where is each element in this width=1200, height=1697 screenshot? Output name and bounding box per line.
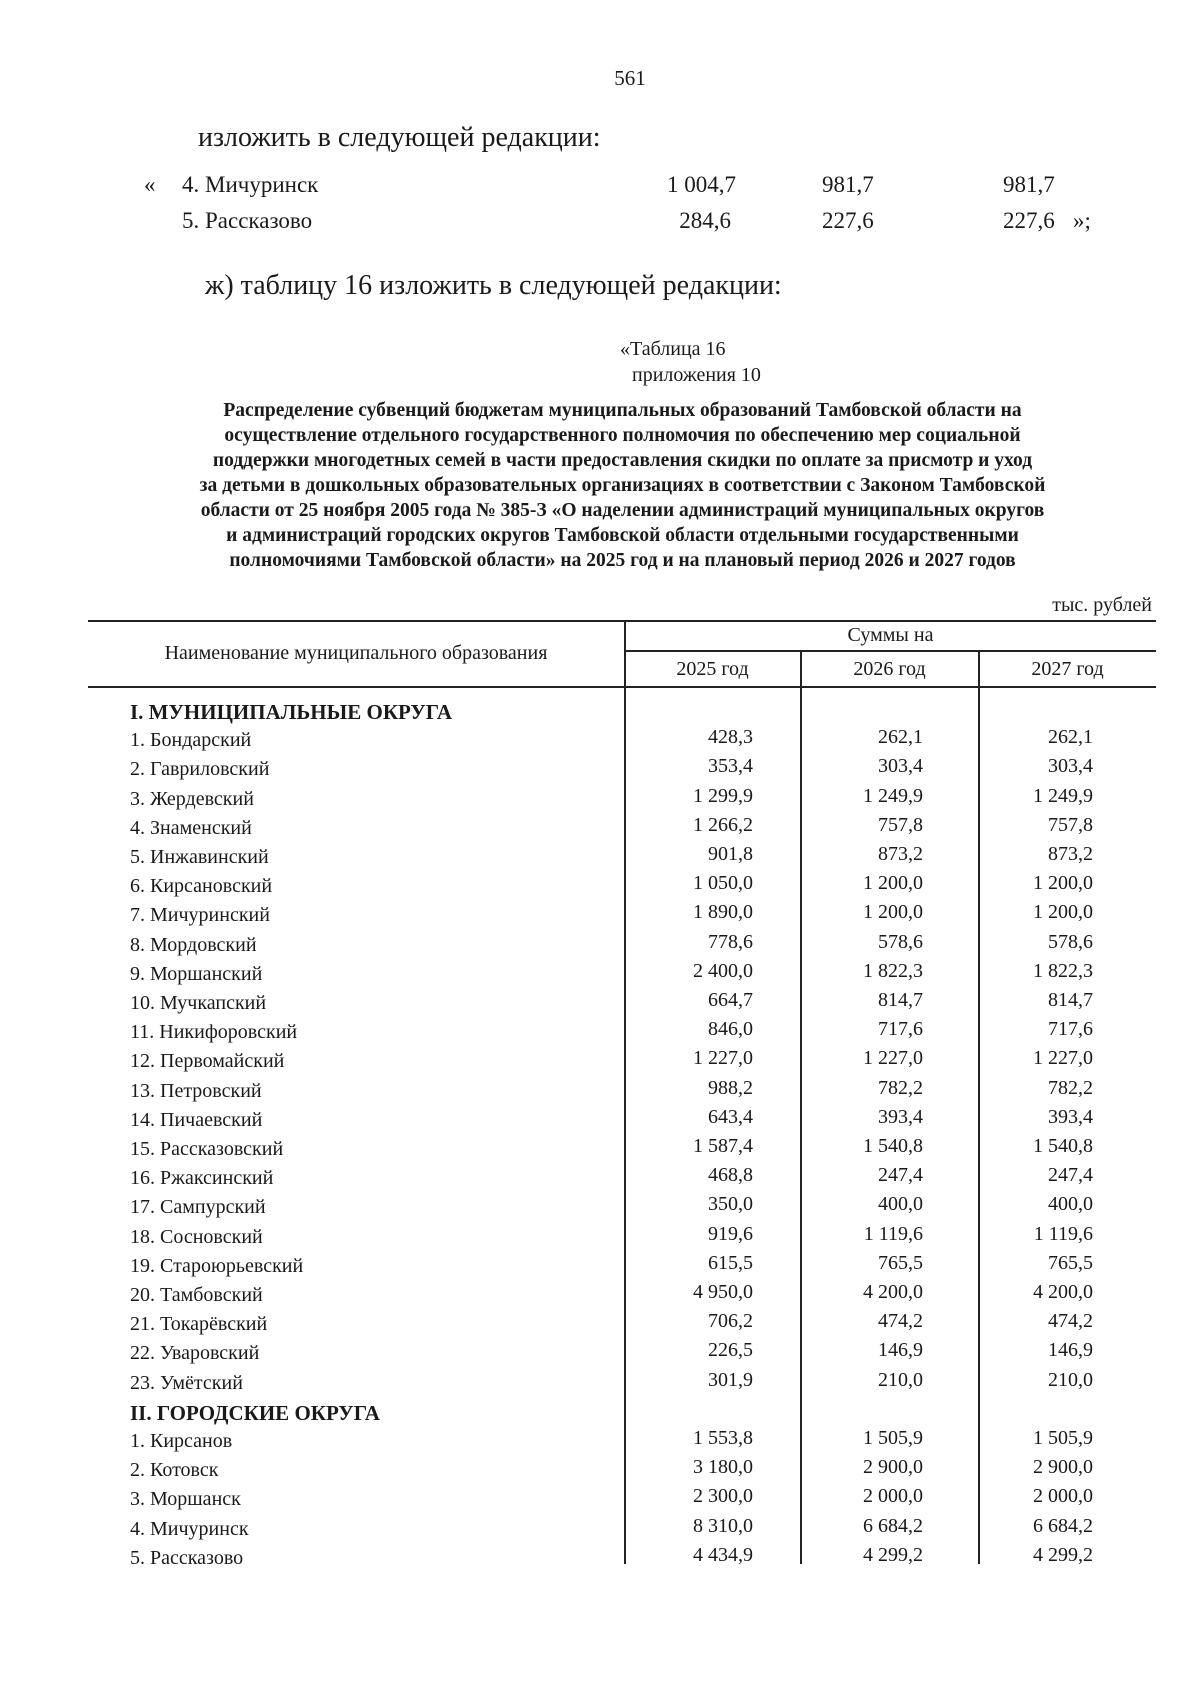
- value-2027: 1 200,0: [1033, 901, 1093, 924]
- value-2025: 350,0: [708, 1193, 753, 1216]
- value-2026: 4 200,0: [863, 1281, 923, 1303]
- value-2025: 615,5: [708, 1251, 753, 1274]
- value-2025: 706,2: [708, 1310, 753, 1333]
- table-row: [88, 1427, 1156, 1459]
- value-2027: 400,0: [1048, 1193, 1093, 1216]
- row-name: 1. Бондарский: [130, 729, 252, 752]
- value-2026: 400,0: [878, 1193, 923, 1216]
- prev-table-row: [0, 172, 1200, 202]
- value-2026: 146,9: [878, 1339, 923, 1362]
- row-name: 5. Инжавинский: [130, 846, 269, 868]
- table-top-rule: [88, 620, 1156, 622]
- value-2026: 474,2: [878, 1310, 923, 1333]
- value-2025: 1 553,8: [693, 1427, 753, 1449]
- value-2026: 717,6: [878, 1018, 923, 1041]
- value-2026: 1 200,0: [863, 872, 923, 895]
- table-row: [88, 872, 1156, 904]
- value-2026: 393,4: [878, 1105, 923, 1128]
- value-2026: 757,8: [878, 813, 923, 836]
- row-name: 20. Тамбовский: [130, 1284, 263, 1306]
- table-title: [125, 398, 1120, 573]
- value-2027: 1 822,3: [1033, 959, 1093, 982]
- value-2025: 4 434,9: [693, 1543, 753, 1566]
- prev-row-2026: 981,7: [822, 172, 874, 197]
- table-row: [88, 1543, 1156, 1576]
- value-2026: 4 299,2: [863, 1543, 923, 1566]
- value-2027: 6 684,2: [1033, 1514, 1093, 1537]
- title-line: Распределение субвенций бюджетам муниципальных образований Тамбовской области на: [223, 400, 1022, 421]
- table-row: [88, 930, 1156, 963]
- row-name: 14. Пичаевский: [130, 1108, 263, 1131]
- value-2027: 146,9: [1048, 1339, 1093, 1362]
- header-year-2025: 2025 год: [676, 658, 749, 680]
- value-2027: 303,4: [1048, 755, 1093, 778]
- value-2027: 1 505,9: [1033, 1427, 1093, 1449]
- prev-row-2026: 227,6: [822, 208, 874, 233]
- table-row: [88, 1105, 1156, 1138]
- row-name: 16. Ржаксинский: [130, 1167, 274, 1190]
- row-name: 13. Петровский: [130, 1079, 262, 1102]
- table-row: [88, 784, 1156, 817]
- title-line: поддержки многодетных семей в части предоставления скидки по оплате за присмотр и уход: [212, 450, 1033, 471]
- value-2025: 919,6: [708, 1222, 753, 1245]
- value-2026: 2 900,0: [863, 1456, 923, 1479]
- value-2025: 3 180,0: [693, 1456, 753, 1479]
- row-name: 2. Котовск: [130, 1459, 219, 1482]
- row-name: 15. Рассказовский: [130, 1138, 284, 1160]
- value-2027: 262,1: [1048, 726, 1093, 749]
- table-row: [88, 1193, 1156, 1225]
- value-2025: 4 950,0: [693, 1281, 753, 1303]
- section-title: II. ГОРОДСКИЕ ОКРУГА: [130, 1400, 380, 1425]
- header-year-2026: 2026 год: [853, 658, 926, 680]
- value-2025: 428,3: [708, 726, 753, 749]
- value-2027: 1 540,8: [1033, 1135, 1093, 1157]
- value-2027: 765,5: [1048, 1251, 1093, 1274]
- value-2025: 2 400,0: [693, 959, 753, 982]
- value-2025: 1 299,9: [693, 784, 753, 807]
- value-2025: 901,8: [708, 843, 753, 865]
- value-2027: 1 249,9: [1033, 784, 1093, 807]
- value-2026: 2 000,0: [863, 1485, 923, 1508]
- value-2026: 814,7: [878, 989, 923, 1011]
- value-2027: 782,2: [1048, 1076, 1093, 1099]
- table-row: [88, 843, 1156, 875]
- table-row: [88, 901, 1156, 933]
- open-quote: «: [144, 172, 156, 197]
- table-row: [88, 726, 1156, 758]
- row-name: 21. Токарёвский: [130, 1313, 268, 1336]
- value-2027: 1 119,6: [1033, 1222, 1093, 1245]
- value-2026: 782,2: [878, 1076, 923, 1099]
- value-2027: 474,2: [1048, 1310, 1093, 1333]
- value-2027: 247,4: [1048, 1164, 1093, 1187]
- row-name: 11. Никифоровский: [130, 1021, 298, 1044]
- value-2026: 6 684,2: [863, 1514, 923, 1537]
- title-line: осуществление отдельного государственного полномочия по обеспечению мер социальной: [224, 425, 1021, 446]
- value-2025: 1 227,0: [693, 1047, 753, 1070]
- title-line: за детьми в дошкольных образовательных организациях в соответствии с Законом Тамбовской: [199, 475, 1046, 496]
- row-name: 7. Мичуринский: [130, 904, 270, 927]
- title-line: полномочиями Тамбовской области» на 2025 год и на плановый период 2026 и 2027 годов: [229, 550, 1016, 571]
- value-2025: 2 300,0: [693, 1485, 753, 1508]
- row-name: 4. Знаменский: [130, 816, 252, 839]
- value-2026: 765,5: [878, 1251, 923, 1274]
- value-2026: 873,2: [878, 843, 923, 865]
- value-2025: 301,9: [708, 1368, 753, 1391]
- value-2026: 1 119,6: [863, 1222, 923, 1245]
- prev-row-2027: 981,7: [1003, 172, 1055, 197]
- table-row: [88, 1339, 1156, 1371]
- table-caption-line2: приложения 10: [632, 364, 761, 386]
- value-2027: 2 000,0: [1033, 1485, 1093, 1508]
- row-name: 1. Кирсанов: [130, 1430, 233, 1452]
- value-2026: 1 249,9: [863, 784, 923, 807]
- row-name: 3. Жердевский: [130, 787, 254, 810]
- value-2026: 1 505,9: [863, 1427, 923, 1449]
- title-line: области от 25 ноября 2005 года № 385-З «О наделении администраций муниципальных округов: [200, 500, 1045, 521]
- prev-row-name: 5. Рассказово: [182, 208, 313, 233]
- value-2025: 353,4: [708, 755, 753, 778]
- value-2025: 846,0: [708, 1018, 753, 1041]
- value-2025: 1 050,0: [693, 872, 753, 895]
- item-g-text: ж) таблицу 16 изложить в следующей редакции:: [205, 270, 782, 301]
- header-bottom-rule: [88, 686, 1156, 688]
- row-name: 4. Мичуринск: [130, 1517, 249, 1540]
- section-title: I. МУНИЦИПАЛЬНЫЕ ОКРУГА: [130, 700, 453, 724]
- table-row: [88, 1281, 1156, 1313]
- title-line: и администраций городских округов Тамбовской области отдельными государственными: [226, 525, 1019, 546]
- prev-row-2025: 1 004,7: [667, 172, 736, 197]
- table-row: [88, 1047, 1156, 1079]
- value-2027: 578,6: [1048, 930, 1093, 953]
- row-name: 10. Мучкапский: [130, 992, 267, 1014]
- value-2026: 578,6: [878, 930, 923, 953]
- row-name: 6. Кирсановский: [130, 875, 273, 898]
- prev-row-name: 4. Мичуринск: [182, 172, 319, 197]
- value-2027: 814,7: [1048, 989, 1093, 1011]
- header-sub-rule: [625, 650, 1156, 652]
- table-row: [88, 989, 1156, 1021]
- table-row: [88, 755, 1156, 787]
- table-row: [88, 1164, 1156, 1196]
- value-2025: 643,4: [708, 1105, 753, 1128]
- value-2026: 1 227,0: [863, 1047, 923, 1070]
- prev-row-2027: 227,6: [1003, 208, 1055, 233]
- value-2027: 1 227,0: [1033, 1047, 1093, 1070]
- value-2026: 262,1: [878, 726, 923, 749]
- table-row: [88, 1456, 1156, 1488]
- value-2025: 664,7: [708, 989, 753, 1011]
- value-2027: 717,6: [1048, 1018, 1093, 1041]
- value-2027: 4 299,2: [1033, 1543, 1093, 1566]
- table-row: [88, 959, 1156, 992]
- value-2027: 873,2: [1048, 843, 1093, 865]
- value-2025: 468,8: [708, 1164, 753, 1187]
- row-name: 22. Уваровский: [130, 1342, 260, 1365]
- value-2027: 1 200,0: [1033, 872, 1093, 895]
- unit-label: тыс. рублей: [1052, 594, 1152, 616]
- value-2025: 1 890,0: [693, 901, 753, 924]
- table-row: [88, 1368, 1156, 1401]
- value-2027: 393,4: [1048, 1105, 1093, 1128]
- row-name: 19. Староюрьевский: [130, 1254, 304, 1277]
- value-2026: 1 822,3: [863, 959, 923, 982]
- value-2026: 210,0: [878, 1368, 923, 1391]
- row-name: 12. Первомайский: [130, 1050, 285, 1073]
- value-2027: 210,0: [1048, 1368, 1093, 1391]
- value-2026: 1 200,0: [863, 901, 923, 924]
- header-year-2027: 2027 год: [1031, 658, 1104, 680]
- page-number: 561: [614, 66, 646, 90]
- value-2025: 778,6: [708, 930, 753, 953]
- value-2025: 1 266,2: [693, 813, 753, 836]
- row-name: 8. Мордовский: [130, 933, 257, 956]
- value-2027: 4 200,0: [1033, 1281, 1093, 1303]
- table-row: [88, 1018, 1156, 1050]
- table-row: [88, 1251, 1156, 1284]
- header-sums-label: Суммы на: [847, 624, 934, 646]
- intro-text: изложить в следующей редакции:: [198, 122, 601, 153]
- value-2027: 2 900,0: [1033, 1456, 1093, 1479]
- prev-table-row: [0, 208, 1200, 238]
- value-2025: 8 310,0: [693, 1514, 753, 1537]
- table-row: [88, 1076, 1156, 1109]
- value-2025: 1 587,4: [693, 1135, 753, 1157]
- table-row: [88, 1514, 1156, 1547]
- header-name-column: Наименование муниципального образования: [164, 642, 548, 664]
- row-name: 5. Рассказово: [130, 1546, 244, 1569]
- row-name: 18. Сосновский: [130, 1225, 263, 1248]
- table-caption-line1: «Таблица 16: [620, 338, 726, 360]
- row-name: 17. Сампурский: [130, 1196, 266, 1219]
- value-2026: 247,4: [878, 1164, 923, 1187]
- value-2025: 988,2: [708, 1076, 753, 1099]
- row-name: 3. Моршанск: [130, 1488, 241, 1511]
- close-marks: »;: [1073, 208, 1091, 233]
- row-name: 23. Умётский: [130, 1371, 243, 1394]
- row-name: 9. Моршанский: [130, 962, 263, 985]
- table-row: [88, 1485, 1156, 1517]
- prev-row-2025: 284,6: [679, 208, 731, 233]
- table-row: [88, 1222, 1156, 1255]
- value-2027: 757,8: [1048, 813, 1093, 836]
- row-name: 2. Гавриловский: [130, 758, 270, 781]
- value-2026: 303,4: [878, 755, 923, 778]
- table-row: [88, 1310, 1156, 1342]
- table-row: [88, 813, 1156, 846]
- value-2026: 1 540,8: [863, 1135, 923, 1157]
- table-row: [88, 1135, 1156, 1167]
- value-2025: 226,5: [708, 1339, 753, 1362]
